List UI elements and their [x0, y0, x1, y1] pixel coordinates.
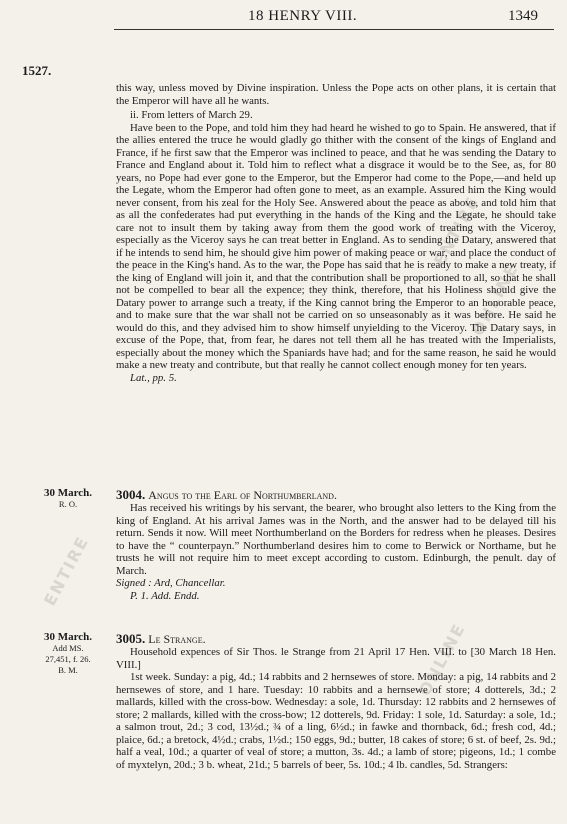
entry-body-text: Has received his writings by his servant, the bearer, who brought also letters to the King from the king of England. At his arrival James was in the North, and the answer had to be delayed till his return. Sends it now. Will meet Northumberland on the Borders for redress when he pleases. Desires to have the “ counterpayn.” Northumberland desires him to come to Berwick or Northame, but he trusts he will not require him to meet except according to custom. Edinburgh, the penult. day of March.: [116, 502, 556, 577]
entry-3004-body: [116, 502, 556, 602]
watermark: ENTIRE: [430, 192, 483, 269]
continuation-text: [116, 82, 556, 384]
section-meta: Lat., pp. 5.: [130, 371, 177, 384]
header-rule: [114, 29, 554, 30]
entry-3005-heading: [116, 631, 206, 647]
entry-body-text: 1st week. Sunday: a pig, 4d.; 14 rabbits and 2 hernsewes of store. Monday: a pig, 14 rabbits and 2 hernsewes of store, and 1 hare. Tuesday: 10 rabbits and a hernsewe of store; 4 dotterels, 3d.; 2 mallards, killed with the cross-bow. Wednesday: a sole, 1d. Thursday: 12 rabbits and 2 hernsewes of store; 2 mallards, killed with the cross-bow; 12 dotterels, 9d. Friday: 1 sole, 1d. Saturday: a sole, 1d.; a salmon trout, 2d.; 3 cod, 13½d.; ¾ of a ling, 6½d.; in fawke and thornback, 6d.; fresh cod, 4d.; plaice, 6d.; a bretock, 4½d.; crabs, 1½d.; 150 eggs, 9d.; butter, 18 cakes of store; 6 st. of beef, 2s. 9d.; half a veal, 10d.; a quarter of veal of store; a mutton, 3s. 4d.; a lamb of store; pigeons, 1d.; 1 combe of myxtelyn, 20d.; 3 b. wheat, 21d.; 5 barrels of beer, 5s. 10d.; 4 lb. candles, 5d. Strangers:: [116, 671, 556, 771]
section-heading: ii. From letters of March 29.: [130, 109, 253, 121]
entry-number: 3005.: [116, 631, 146, 646]
entry-number: 3004.: [116, 487, 146, 502]
section-body: Have been to the Pope, and told him they had heard he wished to go to Spain. He answered, that if the allies entered the truce he would gladly go thither with the consent of the kings of England and France, if he first saw that the Emperor was inclined to peace, and that he was sending the Datary to France and England about it. Told him to reflect what a disgrace it would be to the See, as, for 80 years, no Pope had ever gone to the Emperor, but the Emperor had come to the Pope,—and held up the Legate, whom the Emperor had often gone to meet, as an example. Assured him the King would never consent, from his zeal for the Holy See. Answered about the peace as above, and told him that as all the confederates had put everything in the hands of the King and the Legate, he should take care not to insult them by taking away from them the good work of treating with the Viceroy, especially as the Viceroy says he can treat better in England. As to sending the Datary, answered that if he intends to send him, he should give him power of making peace or war, and place the conduct of the peace in the King's hand. As to the war, the Pope has said that he is ready to make a new treaty, if the king of England will join it, and that the contribution shall be proportioned to all, so that he shall not be compelled to bear all the expence; they think, therefore, that his Holiness should give the Datary power to arrange such a treaty, if the King cannot bring the Emperor to an honorable peace, and to make sure that the war shall not be carried on so unseasonably as it was before. He said he would do this, and they advised him to show himself unyielding to the Viceroy. The Datary says, in excuse of the Pope, that, from fear, he dares not tell them all he has treated with the Imperialists, especially about the money which the Spaniards have had; and for the same reason, he said he would make a new treaty and contribute, but that really he cannot collect enough money for ten years.: [116, 121, 556, 371]
entry-date: 30 March.: [43, 487, 93, 499]
entry-3005-margin: [28, 632, 108, 676]
entry-title: Angus to the Earl of Northumberland.: [148, 488, 337, 502]
entry-source: R. O.: [58, 499, 78, 509]
entry-3004-heading: [116, 487, 337, 503]
watermark: ENTIRE: [40, 532, 93, 609]
entry-signed: Signed : Ard, Chancellar.: [116, 577, 226, 589]
continuation-lines: this way, unless moved by Divine inspiration. Unless the Pope acts on other plans, it is certain that the Emperor will have all he wants.: [116, 82, 556, 107]
entry-source-line: Add MS.: [52, 643, 84, 653]
year-marker: 1527.: [22, 63, 52, 78]
entry-intro: Household expences of Sir Thos. le Strange from 21 April 17 Hen. VIII. to [30 March 18 Hen. VIII.]: [116, 646, 556, 671]
entry-source-line: 27,451, f. 26.: [45, 654, 91, 664]
watermark: ONLINE: [415, 619, 470, 699]
entry-meta: P. 1. Add. Endd.: [130, 589, 200, 602]
entry-source-line: B. M.: [58, 665, 78, 675]
watermark: ONLINE: [468, 259, 523, 339]
running-head-title: 18 HENRY VIII.: [248, 8, 358, 24]
entry-title: Le Strange.: [148, 632, 206, 646]
entry-3005-body: [116, 646, 556, 771]
page-number: 1349: [508, 8, 538, 24]
entry-date: 30 March.: [43, 631, 93, 643]
entry-3004-margin: [28, 488, 108, 510]
